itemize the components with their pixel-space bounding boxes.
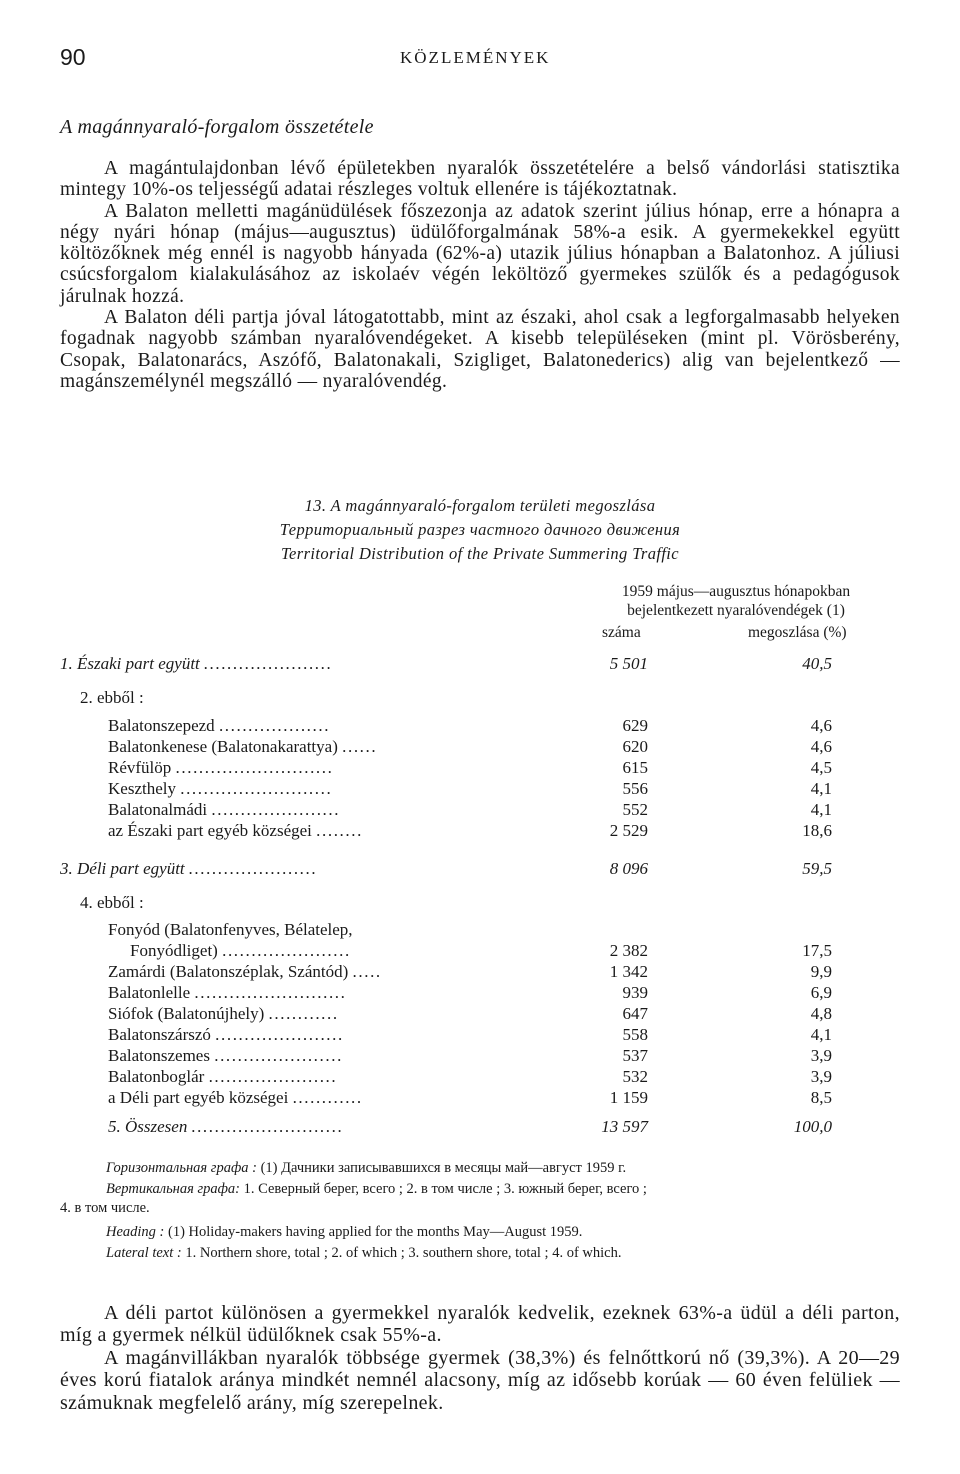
note-line: 4. в том числе.	[60, 1200, 150, 1216]
row-count: 647	[622, 1004, 648, 1023]
row-share: 4,8	[810, 1004, 832, 1023]
row-count: 620	[622, 737, 648, 756]
row-label: 4. ebből :	[80, 893, 144, 912]
row-label: Balatonszárszó ......................	[108, 1025, 344, 1044]
row-share: 59,5	[802, 859, 832, 878]
row-label: Balatonszemes ......................	[108, 1046, 343, 1065]
row-label: Balatonlelle ..........................	[108, 983, 347, 1002]
column-header-share: megoszlása (%)	[748, 624, 847, 641]
row-share: 3,9	[810, 1067, 832, 1086]
table-row	[0, 758, 960, 780]
leader-dots: ...................	[218, 716, 331, 735]
table-column-header	[560, 582, 912, 620]
row-share: 9,9	[810, 962, 832, 981]
row-share: 8,5	[810, 1088, 832, 1107]
row-share: 4,1	[810, 779, 832, 798]
running-head: KÖZLEMÉNYEK	[400, 48, 551, 67]
row-count: 2 382	[609, 941, 648, 960]
table-row	[0, 779, 960, 801]
row-label: a Déli part egyéb községei ............	[108, 1088, 363, 1107]
leader-dots: ......	[342, 737, 378, 756]
row-count: 558	[622, 1025, 648, 1044]
leader-dots: ..........................	[191, 1117, 344, 1136]
row-label: Siófok (Balatonújhely) ............	[108, 1004, 339, 1023]
row-count: 615	[622, 758, 648, 777]
row-count: 537	[622, 1046, 648, 1065]
row-label: 5. Összesen ..........................	[108, 1117, 344, 1136]
row-share: 3,9	[810, 1046, 832, 1065]
table-caption-en: Territorial Distribution of the Private Summering Traffic	[280, 544, 680, 563]
note-line: Горизонтальная графа : (1) Дачники записывавшихся в месяцы май—август 1959 г.	[106, 1160, 627, 1176]
table-row	[0, 920, 960, 942]
row-share: 4,5	[810, 758, 832, 777]
leader-dots: ......................	[211, 800, 341, 819]
table-caption	[60, 494, 900, 566]
row-count: 556	[622, 779, 648, 798]
table-row	[0, 1067, 960, 1089]
body-text-bottom	[60, 1302, 900, 1414]
row-label: Keszthely ..........................	[108, 779, 333, 798]
row-share: 4,1	[810, 800, 832, 819]
table-row	[0, 737, 960, 759]
leader-dots: ..........................	[194, 983, 347, 1002]
page-header	[60, 44, 900, 74]
row-share: 4,1	[810, 1025, 832, 1044]
table-row	[0, 1025, 960, 1047]
row-count: 2 529	[609, 821, 648, 840]
row-share: 18,6	[802, 821, 832, 840]
paragraph: A déli partot különösen a gyermekkel nyaralók kedvelik, ezeknek 63%-a üdül a déli parton, míg a gyermek nélkül üdülőknek csak 55%-a.	[60, 1302, 900, 1347]
note-line: Вертикальная графа: 1. Северный берег, всего ; 2. в том числе ; 3. южный берег, всего ;	[106, 1181, 647, 1197]
note-line: Lateral text : 1. Northern shore, total ; 2. of which ; 3. southern shore, total ; 4. of which.	[106, 1245, 622, 1261]
row-count: 552	[622, 800, 648, 819]
row-label: Zamárdi (Balatonszéplak, Szántód) .....	[108, 962, 382, 981]
row-label: Fonyód (Balatonfenyves, Bélatelep,	[108, 920, 353, 939]
leader-dots: ......................	[215, 1025, 344, 1044]
column-header-line: 1959 május—augusztus hónapokban	[621, 583, 851, 600]
paragraph: A Balaton déli partja jóval látogatottabb, mint az északi, ahol csak a legforgalmasabb helyeken fogadnak nagyobb számban nyaralóvendégeket. A kisebb településeken (mint pl. Vörösberény, Csopak, Balatonarács, Aszófő, Balatonakali, Szigliget, Balatonederics) alig van bejelentkező — magánszemélynél megszálló — nyaralóvendég.	[60, 307, 900, 392]
table-row	[0, 893, 960, 915]
table-row	[0, 688, 960, 710]
section-title: A magánnyaraló-forgalom összetétele	[60, 116, 374, 138]
row-share: 17,5	[802, 941, 832, 960]
row-share: 4,6	[810, 737, 832, 756]
leader-dots: ........	[316, 821, 363, 840]
row-label: 2. ebből :	[80, 688, 144, 707]
paragraph: A magánvillákban nyaralók többsége gyermek (38,3%) és felnőttkorú nő (39,3%). A 20—29 éves korú fiatalok aránya mindkét nemnél alacsony, míg az idősebb korúak — 60 éven felüliek — számuknak megfelelő arány, míg szerepelnek.	[60, 1346, 900, 1414]
table-row	[0, 1088, 960, 1110]
row-share: 6,9	[810, 983, 832, 1002]
row-label: Balatonkenese (Balatonakarattya) ......	[108, 737, 378, 756]
row-count: 13 597	[601, 1117, 648, 1136]
leader-dots: ............	[268, 1004, 339, 1023]
table-row	[0, 654, 960, 676]
table-row	[0, 1004, 960, 1026]
page-number: 90	[60, 44, 86, 70]
row-label: Fonyódliget) ......................	[130, 941, 351, 960]
table-row	[0, 983, 960, 1005]
table-row	[0, 821, 960, 843]
body-text-top	[60, 158, 900, 392]
leader-dots: ......................	[204, 654, 333, 673]
row-share: 40,5	[802, 654, 832, 673]
leader-dots: .....	[352, 962, 382, 981]
leader-dots: ......................	[208, 1067, 338, 1086]
leader-dots: ......................	[214, 1046, 343, 1065]
row-label: Balatonszepezd ...................	[108, 716, 331, 735]
column-header-count: száma	[602, 624, 641, 641]
row-count: 629	[622, 716, 648, 735]
table-row	[0, 962, 960, 984]
row-share: 4,6	[810, 716, 832, 735]
row-count: 5 501	[609, 654, 648, 673]
leader-dots: ..........................	[180, 779, 333, 798]
row-label: 1. Északi part együtt ......................	[60, 654, 333, 673]
leader-dots: ......................	[222, 941, 351, 960]
row-label: Révfülöp ...........................	[108, 758, 334, 777]
table-caption-ru: Территориальный разрез частного дачного движения	[279, 520, 681, 539]
row-label: Balatonalmádi ......................	[108, 800, 341, 819]
table-row	[0, 1117, 960, 1139]
table-caption-hu: 13. A magánnyaraló-forgalom területi megoszlása	[304, 496, 656, 515]
paragraph: A magántulajdonban lévő épületekben nyaralók összetételére a belső vándorlási statisztika mintegy 10%-os teljességű adatai részleges voltuk ellenére is tájékoztatnak.	[60, 158, 900, 201]
table-row	[0, 941, 960, 963]
table-row	[0, 800, 960, 822]
row-share: 100,0	[793, 1117, 832, 1136]
row-count: 532	[622, 1067, 648, 1086]
row-count: 1 159	[609, 1088, 648, 1107]
table-row	[0, 1046, 960, 1068]
leader-dots: ...........................	[175, 758, 334, 777]
table-row	[0, 716, 960, 738]
column-header-line: bejelentkezett nyaralóvendégek (1)	[627, 602, 845, 619]
row-count: 1 342	[609, 962, 648, 981]
row-label: Balatonboglár ......................	[108, 1067, 338, 1086]
row-count: 939	[622, 983, 648, 1002]
leader-dots: ......................	[188, 859, 318, 878]
row-label: 3. Déli part együtt ......................	[60, 859, 318, 878]
note-line: Heading : (1) Holiday-makers having applied for the months May—August 1959.	[106, 1224, 583, 1240]
row-label: az Északi part egyéb községei ........	[108, 821, 363, 840]
row-count: 8 096	[609, 859, 648, 878]
table-notes	[60, 1158, 900, 1268]
leader-dots: ............	[292, 1088, 363, 1107]
table-row	[0, 859, 960, 881]
paragraph: A Balaton melletti magánüdülések főszezonja az adatok szerint július hónap, erre a hónapra a négy nyári hónap (május—augusztus) üdülőforgalmának 58%-a esik. A gyermekekkel együtt költözőknek még ennél is nagyobb hányada (62%-a) utazik július hónapban a Balatonhoz. A júliusi csúcsforgalom kialakulásához az iskolaév végén leköltöző gyermekes szülők és a pedagógusok járulnak hozzá.	[60, 200, 900, 307]
